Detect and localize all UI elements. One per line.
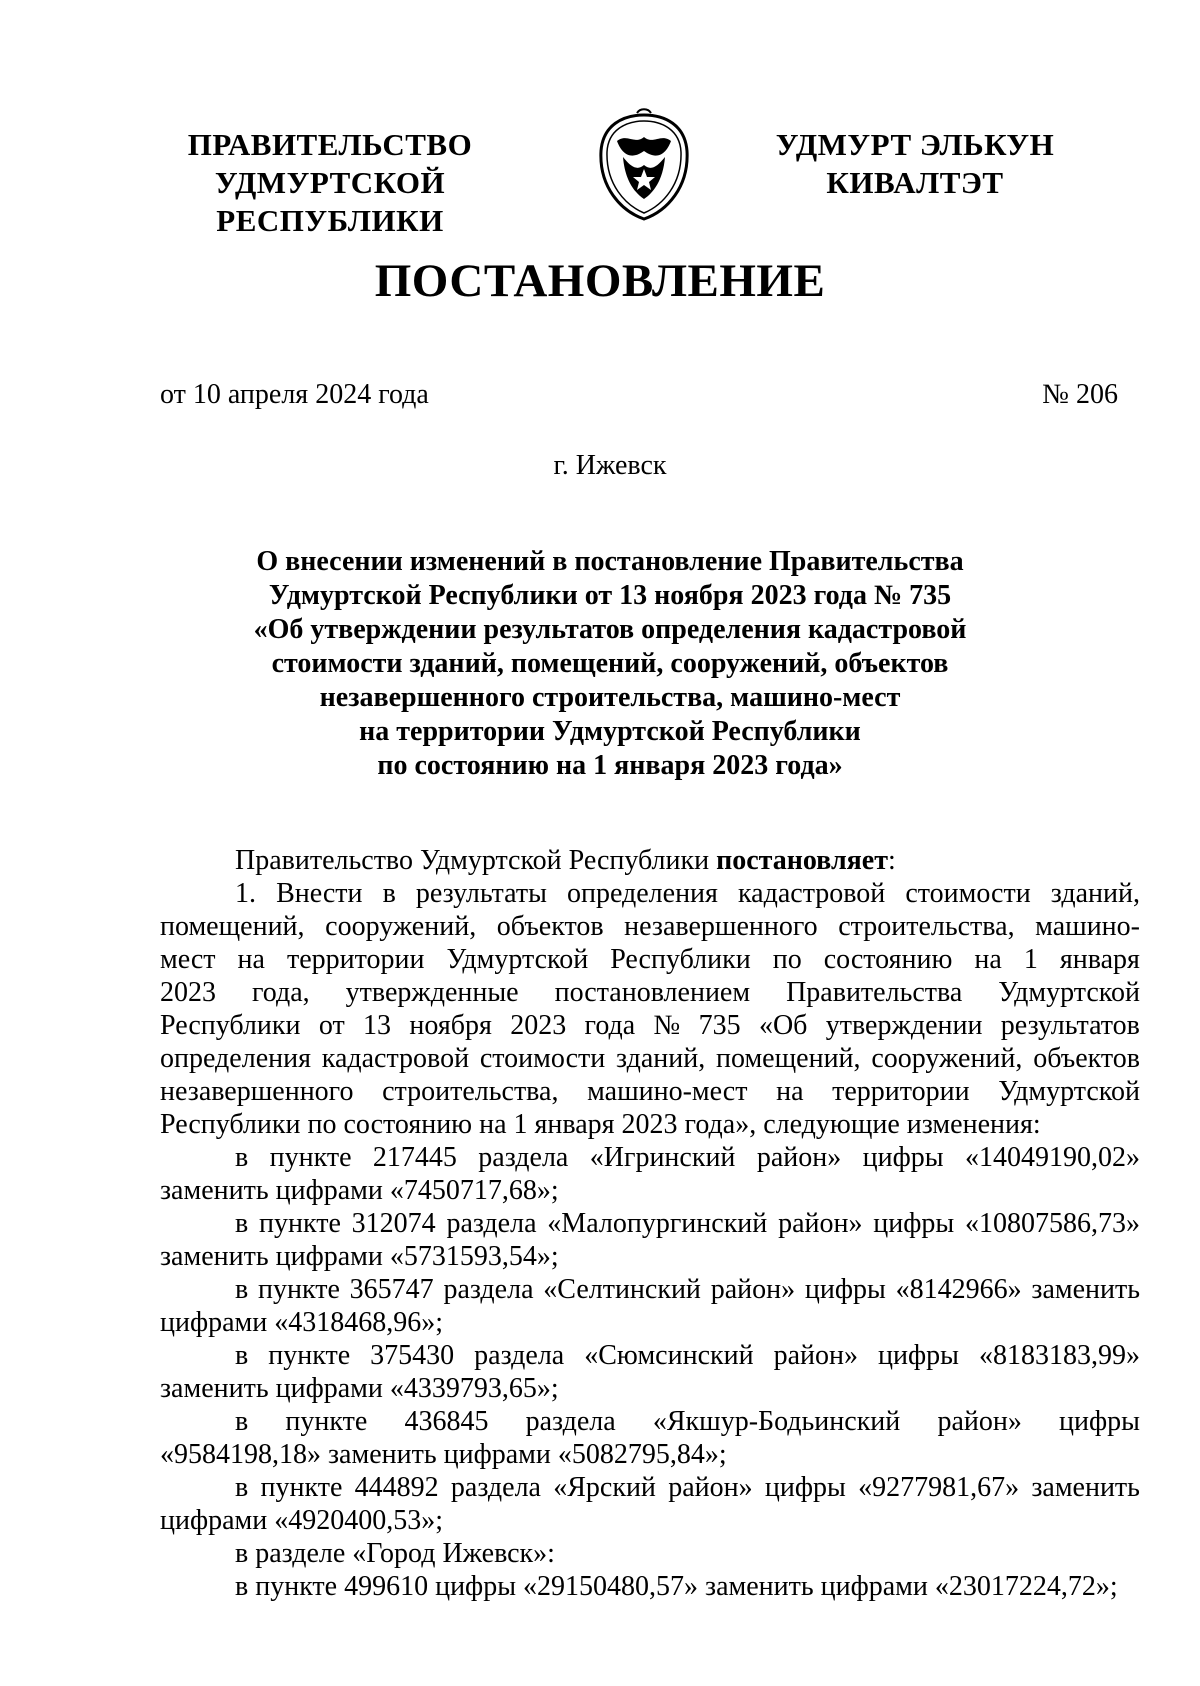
preamble-text: Правительство Удмуртской Республики: [235, 845, 717, 876]
word: раздела: [525, 1406, 616, 1437]
word: «14049190,02»: [964, 1142, 1140, 1173]
word: в: [235, 1340, 249, 1371]
word: «Якшур-Бодьинский: [652, 1406, 901, 1437]
amendment-line: заменить цифрами «7450717,68»;: [160, 1175, 559, 1206]
word: по: [772, 944, 802, 975]
word: Удмуртской: [998, 977, 1140, 1008]
word: определения: [160, 1043, 311, 1074]
subject-line: О внесении изменений в постановление Правительства: [256, 546, 964, 577]
document-type: ПОСТАНОВЛЕНИЕ: [374, 255, 826, 307]
word: «Селтинский: [543, 1274, 701, 1305]
word: «10807586,73»: [964, 1208, 1140, 1239]
word: ноября: [409, 1010, 492, 1041]
word: сооружений,: [871, 1043, 1023, 1074]
word: «Малопургинский: [547, 1208, 768, 1239]
word: территории: [832, 1076, 970, 1107]
word: 365747: [349, 1274, 434, 1305]
word: район»: [778, 1208, 863, 1239]
word: утверждении: [825, 1010, 983, 1041]
amendment-line: цифрами «4920400,53»;: [160, 1505, 444, 1536]
word: цифры: [862, 1142, 944, 1173]
header-left-line2: УДМУРТСКОЙ РЕСПУБЛИКИ: [214, 165, 446, 238]
word: Республики: [160, 1010, 301, 1041]
subject-line: по состоянию на 1 января 2023 года»: [377, 750, 843, 781]
word: цифры: [878, 1340, 959, 1371]
amendment-line: в пункте 499610 цифры «29150480,57» заменить цифрами «23017224,72»;: [235, 1571, 1118, 1602]
word: Удмуртской: [998, 1076, 1140, 1107]
word: зданий,: [1050, 878, 1140, 909]
word: объектов: [1033, 1043, 1140, 1074]
word: 2023: [160, 977, 216, 1008]
word: район»: [668, 1472, 753, 1503]
word: район»: [773, 1340, 858, 1371]
word: цифры: [873, 1208, 955, 1239]
word: раздела: [478, 1142, 569, 1173]
preamble-end: :: [887, 845, 896, 876]
document-body: [160, 844, 1140, 1603]
word: цифры: [804, 1274, 886, 1305]
word: 735: [698, 1010, 741, 1041]
amendment-line: [160, 1471, 1140, 1504]
paragraph-line: [160, 1009, 1140, 1042]
word: года: [584, 1010, 636, 1041]
word: раздела: [450, 1472, 541, 1503]
word: 436845: [404, 1406, 489, 1437]
subject-line: «Об утверждении результатов определения кадастровой: [253, 614, 967, 645]
subject-line: незавершенного строительства, машино-мест: [319, 682, 901, 713]
word: «9277981,67»: [858, 1472, 1020, 1503]
amendment-line: заменить цифрами «5731593,54»;: [160, 1241, 559, 1272]
header-right: [770, 126, 1060, 202]
paragraph-line: [160, 943, 1140, 976]
word: кадастровой: [321, 1043, 470, 1074]
udmurtia-coat-of-arms-icon: [593, 107, 695, 225]
word: Правительства: [786, 977, 963, 1008]
word: раздела: [474, 1340, 565, 1371]
word: машино-: [1035, 911, 1140, 942]
paragraph-line: [160, 976, 1140, 1009]
word: сооружений,: [325, 911, 477, 942]
word: «8183183,99»: [978, 1340, 1140, 1371]
amendment-line: [160, 1141, 1140, 1174]
word: пункте: [260, 1472, 343, 1503]
word: пункте: [268, 1340, 351, 1371]
amendment-line: [160, 1273, 1140, 1306]
word: определения: [566, 878, 718, 909]
word: район»: [756, 1142, 842, 1173]
word: объектов: [496, 911, 604, 942]
word: 312074: [351, 1208, 436, 1239]
word: 13: [363, 1010, 392, 1041]
word: №: [653, 1010, 681, 1041]
word: незавершенного: [624, 911, 818, 942]
word: постановлением: [554, 977, 751, 1008]
subject-line: на территории Удмуртской Республики: [359, 716, 861, 747]
word: цифры: [1059, 1406, 1140, 1437]
word: результаты: [415, 878, 547, 909]
subject-line: Удмуртской Республики от 13 ноября 2023 года № 735: [268, 580, 952, 611]
word: от: [318, 1010, 345, 1041]
word: пункте: [259, 1208, 341, 1239]
word: раздела: [446, 1208, 537, 1239]
header-left: [130, 126, 530, 240]
word: на: [776, 1076, 804, 1107]
word: 1.: [235, 878, 256, 909]
word: Удмуртской: [446, 944, 589, 975]
word: «8142966»: [895, 1274, 1022, 1305]
word: в: [235, 1142, 249, 1173]
word: года,: [252, 977, 310, 1008]
document-city: г. Ижевск: [553, 450, 667, 481]
word: мест: [160, 944, 216, 975]
document-date: от 10 апреля 2024 года: [160, 379, 429, 410]
amendment-line: заменить цифрами «4339793,65»;: [160, 1373, 559, 1404]
word: в: [235, 1208, 249, 1239]
word: 444892: [354, 1472, 439, 1503]
word: стоимости: [479, 1043, 606, 1074]
word: пункте: [258, 1274, 340, 1305]
word: помещений,: [716, 1043, 861, 1074]
paragraph-line: [160, 877, 1140, 910]
amendment-line: [160, 1207, 1140, 1240]
amendment-line: в разделе «Город Ижевск»:: [235, 1538, 555, 1569]
word: Внести: [276, 878, 363, 909]
word: 217445: [372, 1142, 457, 1173]
word: раздела: [443, 1274, 534, 1305]
word: «Ярский: [553, 1472, 656, 1503]
word: в: [235, 1472, 249, 1503]
word: 1: [1023, 944, 1038, 975]
word: зданий,: [616, 1043, 706, 1074]
word: в: [235, 1406, 249, 1437]
word: строительства,: [838, 911, 1015, 942]
word: в: [235, 1274, 249, 1305]
word: помещений,: [160, 911, 305, 942]
word: заменить: [1031, 1472, 1140, 1503]
amendment-line: [160, 1405, 1140, 1438]
word: стоимости: [905, 878, 1031, 909]
word: незавершенного: [160, 1076, 354, 1107]
paragraph-line: [160, 910, 1140, 943]
paragraph-line: [160, 1075, 1140, 1108]
word: район»: [710, 1274, 796, 1305]
word: «Игринский: [589, 1142, 736, 1173]
word: 375430: [370, 1340, 455, 1371]
word: января: [1059, 944, 1140, 975]
amendment-line: «9584198,18» заменить цифрами «5082795,84»;: [160, 1439, 727, 1470]
paragraph-line: Республики по состоянию на 1 января 2023 года», следующие изменения:: [160, 1109, 1041, 1140]
subject-line: стоимости зданий, помещений, сооружений, объектов: [271, 648, 949, 679]
header-left-line1: ПРАВИТЕЛЬСТВО: [187, 127, 473, 162]
document-number: № 206: [1042, 379, 1118, 410]
word: «Об: [758, 1010, 808, 1041]
word: машино-мест: [587, 1076, 748, 1107]
preamble: [160, 844, 1140, 877]
word: 2023: [510, 1010, 567, 1041]
paragraph-line: [160, 1042, 1140, 1075]
word: территории: [287, 944, 425, 975]
amendment-line: цифрами «4318468,96»;: [160, 1307, 444, 1338]
word: утвержденные: [345, 977, 519, 1008]
word: Республики: [610, 944, 751, 975]
amendment-line: [160, 1339, 1140, 1372]
header-right-line1: УДМУРТ ЭЛЬКУН: [775, 127, 1055, 162]
word: на: [237, 944, 265, 975]
header-right-line2: КИВАЛТЭТ: [826, 165, 1004, 200]
word: кадастровой: [737, 878, 886, 909]
word: «Сюмсинский: [584, 1340, 754, 1371]
word: в: [382, 878, 396, 909]
preamble-verb: постановляет: [716, 845, 888, 876]
word: строительства,: [382, 1076, 559, 1107]
word: заменить: [1031, 1274, 1140, 1305]
word: результатов: [1000, 1010, 1140, 1041]
word: район»: [937, 1406, 1022, 1437]
document-subject: [160, 545, 1060, 783]
word: на: [974, 944, 1002, 975]
word: пункте: [269, 1142, 352, 1173]
word: цифры: [764, 1472, 846, 1503]
word: пункте: [285, 1406, 368, 1437]
word: состоянию: [823, 944, 953, 975]
